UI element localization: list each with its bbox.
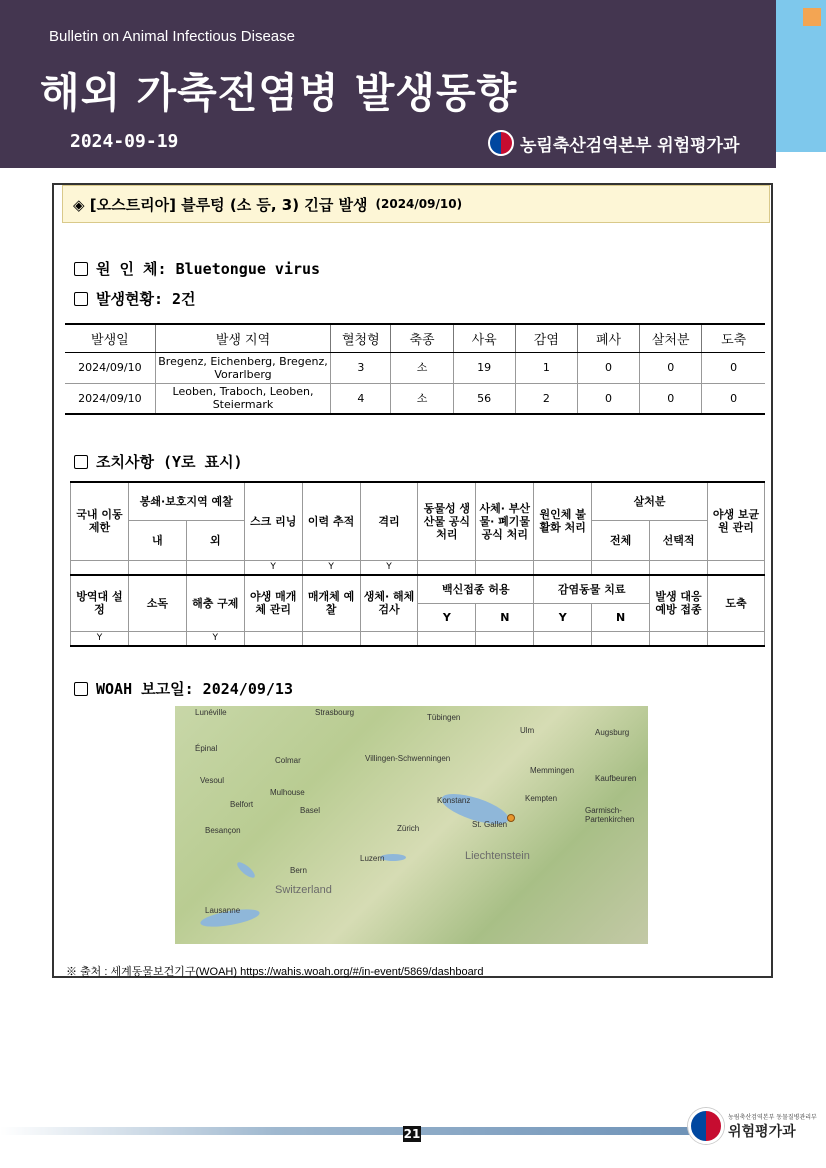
- outbreak-table-header: [65, 324, 765, 352]
- footer-org-small: 농림축산검역본부 동물질병관리부: [728, 1113, 817, 1121]
- map-label: Memmingen: [530, 766, 575, 775]
- map-label: Augsburg: [595, 728, 630, 737]
- table-cell: 살처분: [592, 482, 708, 520]
- measures-item: [74, 451, 243, 472]
- table-cell: 전체: [592, 520, 650, 560]
- col-header: 축종: [391, 324, 453, 352]
- woah-item: [74, 678, 293, 699]
- lake-neuchatel: [235, 860, 257, 880]
- col-header: 발생일: [65, 324, 155, 352]
- col-header: 폐사: [577, 324, 639, 352]
- map-label: Villingen-Schwenningen: [365, 754, 451, 763]
- footer-line: [0, 1127, 690, 1135]
- table-cell: [476, 631, 534, 646]
- table-cell: 감염동물 치료: [534, 575, 650, 603]
- table-cell: Y: [302, 560, 360, 575]
- outbreak-map: [175, 706, 648, 944]
- table-cell: 1: [515, 352, 577, 383]
- table-cell: 2024/09/10: [65, 352, 155, 383]
- map-label: Luzern: [360, 854, 385, 863]
- map-label: Épinal: [195, 744, 218, 753]
- table-row: [71, 575, 765, 603]
- side-square-decoration: [803, 8, 821, 26]
- table-cell: 도축: [707, 575, 764, 631]
- table-cell: 야생 보균원 관리: [707, 482, 764, 560]
- map-label: Strasbourg: [315, 708, 355, 717]
- header-banner: [0, 0, 776, 168]
- table-cell: 0: [702, 352, 765, 383]
- table-cell: 야생 매개체 관리: [244, 575, 302, 631]
- col-header: 감염: [515, 324, 577, 352]
- map-label: Liechtenstein: [465, 850, 530, 862]
- taeguk-emblem-icon: [688, 1108, 724, 1144]
- table-row: [71, 560, 765, 575]
- table-cell: 소: [391, 383, 453, 414]
- col-header: 발생 지역: [155, 324, 331, 352]
- table-cell: N: [476, 603, 534, 631]
- map-label: Besançon: [205, 826, 241, 835]
- map-label: Konstanz: [437, 796, 471, 805]
- table-cell: 격리: [360, 482, 418, 560]
- map-label: Basel: [300, 806, 321, 815]
- table-cell: 소독: [128, 575, 186, 631]
- bulletin-title: 해외 가축전염병 발생동향: [40, 69, 518, 117]
- table-cell: 원인체 불활화 처리: [534, 482, 592, 560]
- table-cell: [534, 560, 592, 575]
- table-cell: 2024/09/10: [65, 383, 155, 414]
- map-label: Lunéville: [195, 708, 227, 717]
- table-cell: N: [592, 603, 650, 631]
- map-label: Mulhouse: [270, 788, 305, 797]
- table-cell: 56: [453, 383, 515, 414]
- table-cell: 외: [186, 520, 244, 560]
- map-label: Switzerland: [275, 884, 332, 896]
- table-cell: Y: [244, 560, 302, 575]
- outbreak-marker: [507, 814, 515, 822]
- agent-text: 원 인 체: Bluetongue virus: [96, 260, 321, 278]
- agent-item: [74, 258, 320, 279]
- table-cell: 스크 리닝: [244, 482, 302, 560]
- table-cell: [650, 560, 708, 575]
- section-title: ◈ [오스트리아] 블루텅 (소 등, 3) 긴급 발생: [73, 195, 368, 214]
- table-cell: 방역대 설정: [71, 575, 129, 631]
- table-cell: 동물성 생산물 공식 처리: [418, 482, 476, 560]
- table-cell: [360, 631, 418, 646]
- map-label: Ulm: [520, 726, 535, 735]
- map-label: Colmar: [275, 756, 301, 765]
- table-cell: [650, 631, 708, 646]
- col-header: 도축: [702, 324, 765, 352]
- table-cell: [418, 560, 476, 575]
- table-cell: Y: [360, 560, 418, 575]
- table-cell: 사체· 부산물· 폐기물 공식 처리: [476, 482, 534, 560]
- map-label: Bern: [290, 866, 307, 875]
- square-bullet-icon: [74, 292, 88, 306]
- table-cell: [186, 560, 244, 575]
- table-cell: [534, 631, 592, 646]
- map-label: Lausanne: [205, 906, 241, 915]
- org-name: 농림축산검역본부 위험평가과: [520, 135, 740, 156]
- table-cell: Leoben, Traboch, Leoben, Steiermark: [155, 383, 331, 414]
- table-cell: 선택적: [650, 520, 708, 560]
- table-cell: [592, 560, 650, 575]
- table-cell: [476, 560, 534, 575]
- table-cell: 0: [577, 352, 639, 383]
- map-label: Tübingen: [427, 713, 461, 722]
- table-cell: 해충 구제: [186, 575, 244, 631]
- outbreak-table: [65, 323, 765, 415]
- table-cell: 생체· 해체 검사: [360, 575, 418, 631]
- table-cell: [707, 560, 764, 575]
- table-cell: Y: [534, 603, 592, 631]
- measures-text: 조치사항 (Y로 표시): [96, 453, 243, 471]
- bulletin-date: 2024-09-19: [70, 131, 179, 152]
- table-cell: 0: [702, 383, 765, 414]
- table-cell: [244, 631, 302, 646]
- map-label: Kaufbeuren: [595, 774, 637, 783]
- map-label: Belfort: [230, 800, 254, 809]
- page-number: 21: [403, 1127, 421, 1141]
- bulletin-subtitle: Bulletin on Animal Infectious Disease: [49, 28, 295, 45]
- table-cell: 0: [640, 383, 702, 414]
- table-cell: 내: [128, 520, 186, 560]
- table-row: [71, 631, 765, 646]
- table-row: [65, 383, 765, 414]
- table-cell: [128, 560, 186, 575]
- table-cell: [592, 631, 650, 646]
- source-note: ※ 출처 : 세계동물보건기구(WOAH) https://wahis.woah.org/#/in-event/5869/dashboard: [66, 966, 484, 978]
- table-cell: 발생 대응 예방 접종: [650, 575, 708, 631]
- footer-org-name: 위험평가과: [728, 1123, 796, 1140]
- table-cell: Y: [418, 603, 476, 631]
- table-cell: 봉쇄·보호지역 예찰: [128, 482, 244, 520]
- map-label: Kempten: [525, 794, 558, 803]
- map-label: Garmisch-Partenkirchen: [585, 806, 635, 824]
- map-label: Zürich: [397, 824, 420, 833]
- square-bullet-icon: [74, 262, 88, 276]
- outbreaks-item: [74, 288, 196, 309]
- footer-logo: [688, 1108, 817, 1144]
- table-cell: [128, 631, 186, 646]
- table-cell: 소: [391, 352, 453, 383]
- table-cell: [302, 631, 360, 646]
- table-cell: 국내 이동 제한: [71, 482, 129, 560]
- section-date: (2024/09/10): [375, 197, 463, 211]
- map-label: St. Gallen: [472, 820, 508, 829]
- woah-text: WOAH 보고일: 2024/09/13: [96, 680, 293, 698]
- table-cell: 이력 추적: [302, 482, 360, 560]
- table-cell: 매개체 예찰: [302, 575, 360, 631]
- col-header: 살처분: [640, 324, 702, 352]
- table-cell: 0: [640, 352, 702, 383]
- square-bullet-icon: [74, 682, 88, 696]
- table-cell: [71, 560, 129, 575]
- table-cell: [707, 631, 764, 646]
- table-cell: 4: [331, 383, 391, 414]
- table-cell: 백신접종 허용: [418, 575, 534, 603]
- table-cell: Bregenz, Eichenberg, Bregenz, Vorarlberg: [155, 352, 331, 383]
- outbreaks-text: 발생현황: 2건: [96, 290, 196, 308]
- section-title-bar: [62, 185, 770, 223]
- table-cell: 0: [577, 383, 639, 414]
- square-bullet-icon: [74, 455, 88, 469]
- table-row: [65, 352, 765, 383]
- col-header: 혈청형: [331, 324, 391, 352]
- taeguk-emblem-icon: [488, 130, 514, 156]
- table-cell: 19: [453, 352, 515, 383]
- map-label: Vesoul: [200, 776, 225, 785]
- table-cell: Y: [186, 631, 244, 646]
- table-row: [71, 482, 765, 520]
- org-logo: [488, 130, 739, 156]
- col-header: 사육: [453, 324, 515, 352]
- table-cell: 2: [515, 383, 577, 414]
- table-cell: 3: [331, 352, 391, 383]
- table-cell: [418, 631, 476, 646]
- table-cell: Y: [71, 631, 129, 646]
- measures-table: [70, 481, 765, 647]
